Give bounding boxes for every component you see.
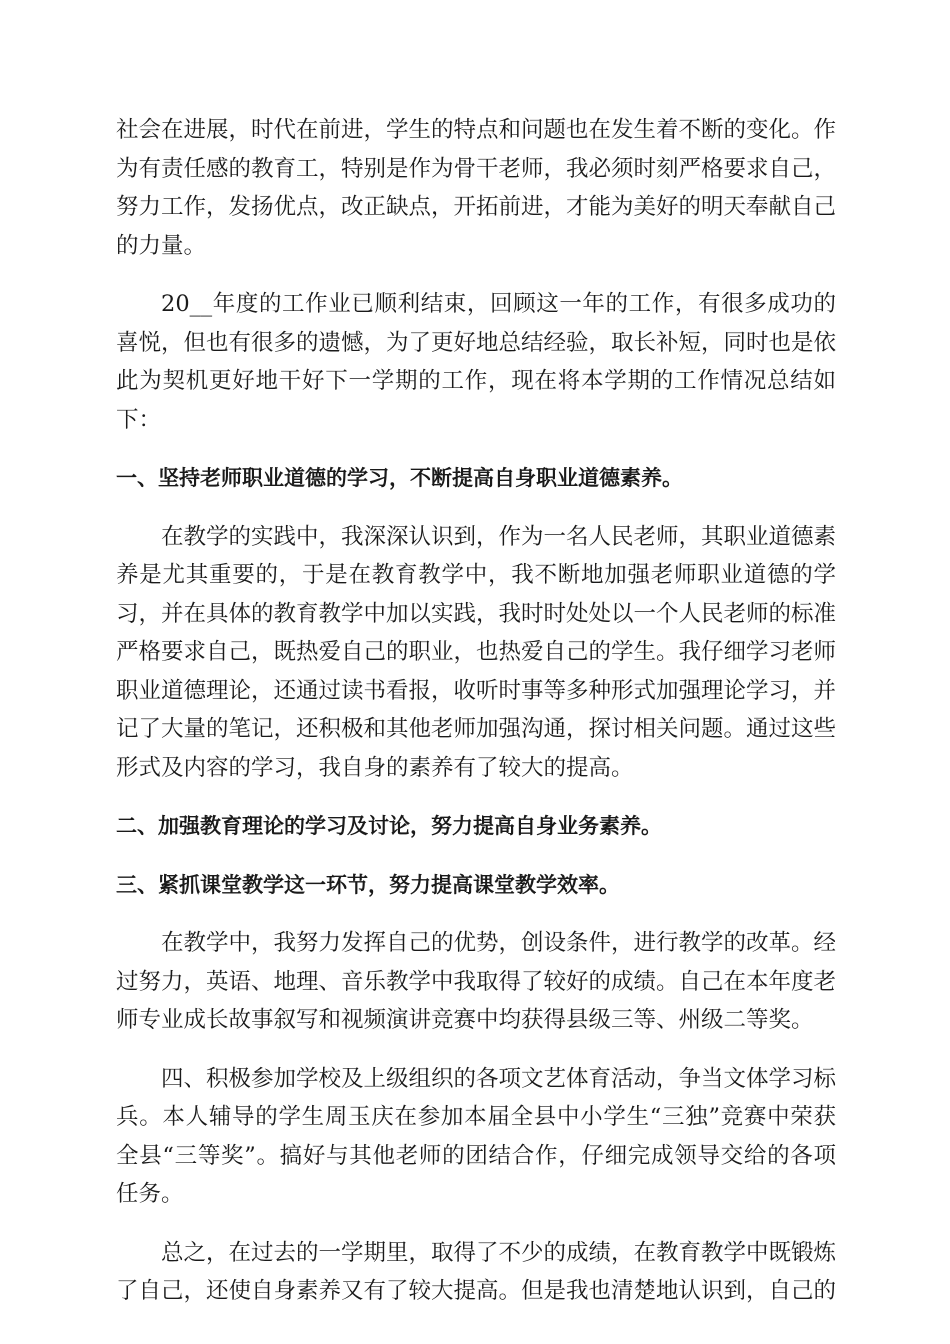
paragraph-intro: 社会在进展，时代在前进，学生的特点和问题也在发生着不断的变化。作为有责任感的教育工，特别是作为骨干老师，我必须时刻严格要求自己，努力工作，发扬优点，改正缺点，开拓前进，才能为美好的明天奉献自己的力量。 (116, 117, 837, 259)
section-heading-theory: 二、加强教育理论的学习及讨论，努力提高自身业务素养。 (116, 814, 662, 838)
paragraph-classroom: 在教学中，我努力发挥自己的优势，创设条件，进行教学的改革。经过努力，英语、地理、音乐教学中我取得了较好的成绩。自己在本年度老师专业成长故事叙写和视频演讲竞赛中均获得县级三等、州级二等奖。 (116, 930, 837, 1033)
paragraph-conclusion: 总之，在过去的一学期里，取得了不少的成绩，在教育教学中既锻炼了自己，还使自身素养又有了较大提高。但是我也清楚地认识到，自己的 (116, 1239, 837, 1304)
document-body (116, 111, 836, 1311)
paragraph-ethics: 在教学的实践中，我深深认识到，作为一名人民老师，其职业道德素养是尤其重要的，于是在教育教学中，我不断地加强老师职业道德的学习，并在具体的教育教学中加以实践，我时时处处以一个人民老师的标准严格要求自己，既热爱自己的职业，也热爱自己的学生。我仔细学习老师职业道德理论，还通过读书看报，收听时事等多种形式加强理论学习，并记了大量的笔记，还积极和其他老师加强沟通，探讨相关问题。通过这些形式及内容的学习，我自身的素养有了较大的提高。 (116, 523, 837, 781)
paragraph-activities: 四、积极参加学校及上级组织的各项文艺体育活动，争当文体学习标兵。本人辅导的学生周玉庆在参加本届全县中小学生“三独”竞赛中荣获全县“三等奖”。搞好与其他老师的团结合作，仔细完成领导交给的各项任务。 (116, 1065, 837, 1207)
section-heading-classroom: 三、紧抓课堂教学这一环节，努力提高课堂教学效率。 (116, 872, 620, 897)
section-heading-ethics: 一、坚持老师职业道德的学习，不断提高自身职业道德素养。 (116, 466, 683, 490)
paragraph-year-summary: 20__年度的工作业已顺利结束，回顾这一年的工作，有很多成功的喜悦，但也有很多的遗憾，为了更好地总结经验，取长补短，同时也是依此为契机更好地干好下一学期的工作，现在将本学期的工作情况总结如下： (116, 291, 837, 433)
